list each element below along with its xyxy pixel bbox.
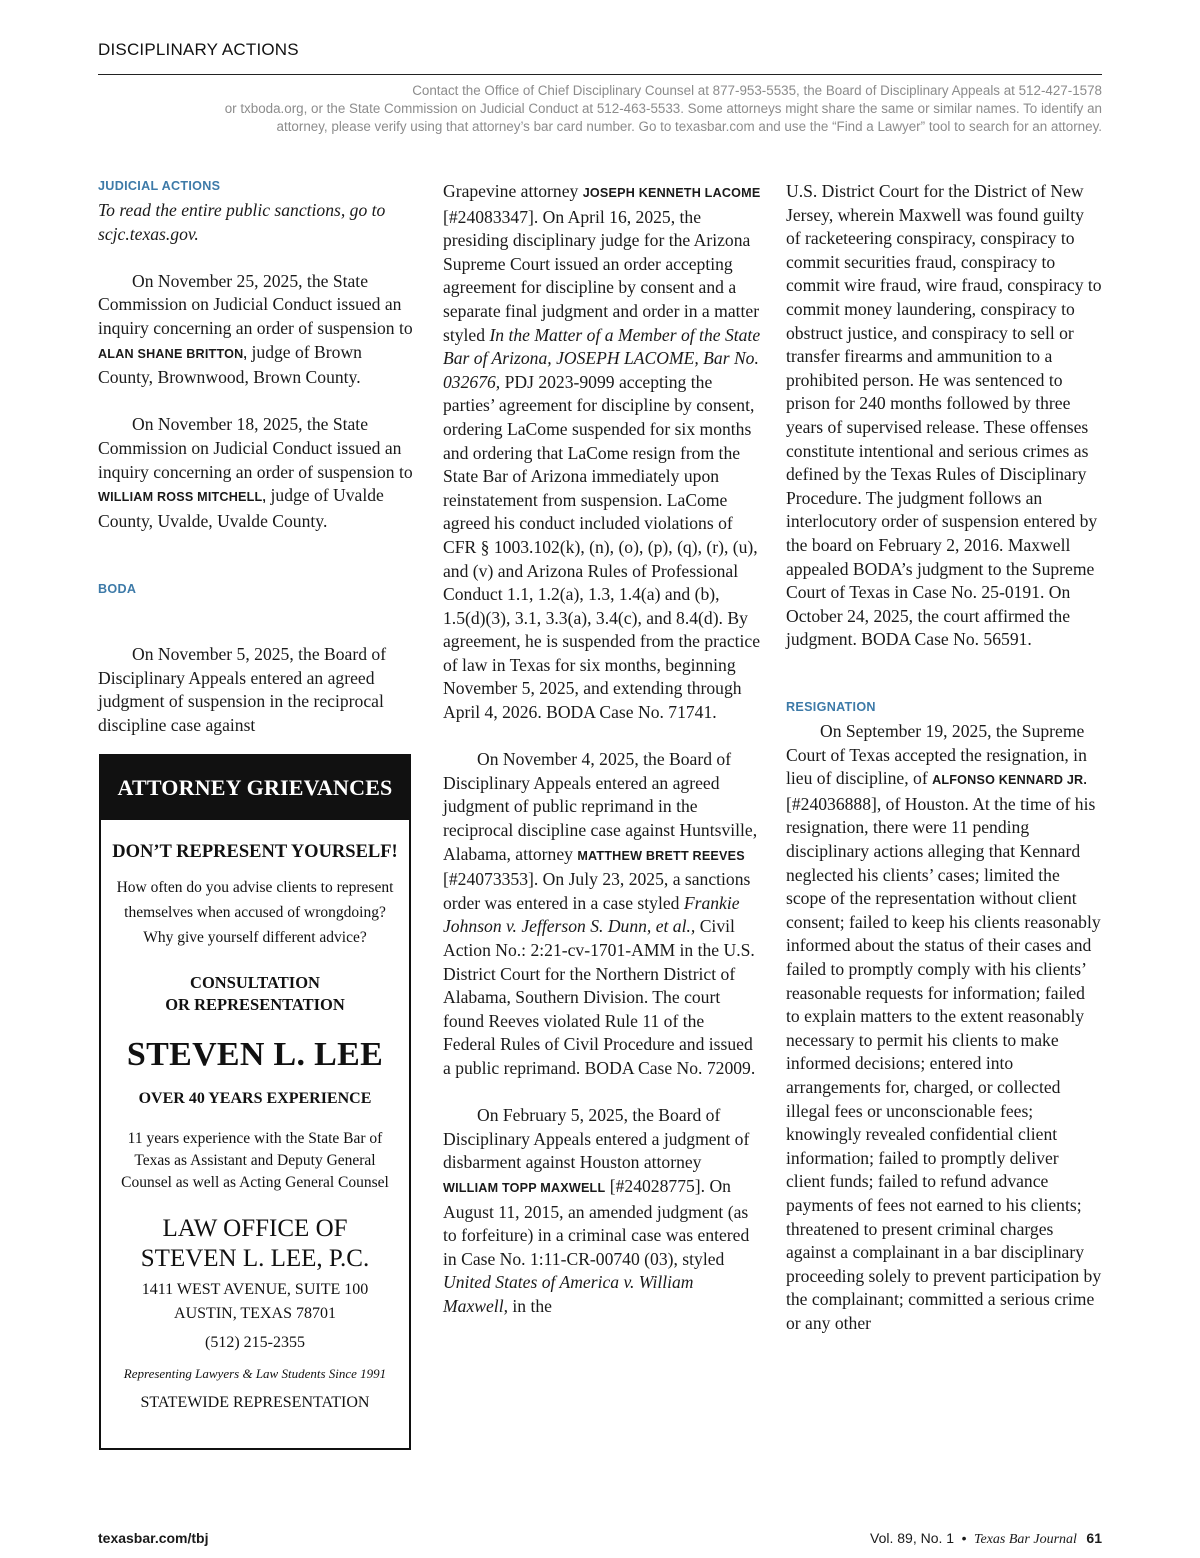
column-3 (786, 180, 1102, 1336)
footer-issue: Vol. 89, No. 1 • Texas Bar Journal 61 (870, 1530, 1102, 1547)
respondent-name: JOSEPH KENNETH LACOME (582, 186, 761, 200)
boda-entry-1: Grapevine attorney JOSEPH KENNETH LACOME [#24083347]. On April 16, 2025, the presiding disciplinary judge for the Arizona Supreme Court issued an order accepting agreement for discipline by consent and a separate final judgment and order in a matter styled In the Matter of a Member of the State Bar of Arizona, JOSEPH LACOME, Bar No. 032676, PDJ 2023-9099 accepting the parties’ agreement for discipline by consent, ordering LaCome suspended for six months and ordering that LaCome resign from the State Bar of Arizona immediately upon reinstatement from suspension. LaCome agreed his conduct included violations of CFR § 1003.102(k), (n), (o), (p), (q), (r), (u), and (v) and Arizona Rules of Professional Conduct 1.1, 1.2(a), 1.3, 1.4(a) and (b), 1.5(d)(3), 3.1, 3.3(a), 3.4(c), and 8.4(d). By agreement, he is suspended from the practice of law in Texas for six months, beginning November 5, 2025, and extending through April 4, 2026. BODA Case No. 71741. (443, 181, 761, 723)
judicial-intro: To read the entire public sanctions, go to scjc.texas.gov. (98, 200, 386, 244)
judicial-heading: JUDICIAL ACTIONS (98, 179, 221, 193)
respondent-name: ALAN SHANE BRITTON, (98, 346, 248, 361)
page-number: 61 (1086, 1530, 1102, 1546)
ad-experience: OVER 40 YEARS EXPERIENCE (138, 1090, 372, 1107)
respondent-name: MATTHEW BRETT REEVES (577, 848, 745, 863)
case-style: Frankie Johnson v. Jefferson S. Dunn, et al., (443, 892, 740, 937)
case-style: United States of America v. William Maxwell, (443, 1272, 694, 1316)
contact-notice (98, 82, 1102, 136)
ad-question: How often do you advise clients to represent themselves when accused of wrongdoing? Why give yourself different advice? (116, 879, 394, 946)
ad-firm: LAW OFFICE OF STEVEN L. LEE, P.C. (140, 1215, 370, 1272)
column-2 (443, 180, 761, 1319)
header-divider (98, 74, 1102, 75)
ad-attorney-name: STEVEN L. LEE (126, 1036, 384, 1073)
ad-coverage: STATEWIDE REPRESENTATION (140, 1394, 370, 1411)
ad-tagline: Representing Lawyers & Law Students Since 1991 (123, 1366, 387, 1381)
ad-headline: DON’T REPRESENT YOURSELF! (112, 842, 398, 862)
respondent-name: ALFONSO KENNARD JR. (932, 773, 1088, 788)
column-1 (98, 178, 413, 598)
boda-entry-2: On November 4, 2025, the Board of Disciplinary Appeals entered an agreed judgment of public reprimand in the reciprocal discipline case against Huntsville, Alabama, attorney MATTHEW BRETT REEVES [#24073353]. On July 23, 2025, a sanctions order was entered in a case styled Frankie Johnson v. Jefferson S. Dunn, et al., Civil Action No.: 2:21-cv-1701-AMM in the U.S. District Court for the Northern District of Alabama, Southern Division. The court found Reeves violated Rule 11 of the Federal Rules of Civil Procedure and issued a public reprimand. BODA Case No. 72009. (443, 749, 758, 1078)
ad-address: 1411 WEST AVENUE, SUITE 100 AUSTIN, TEXAS 78701 (141, 1281, 369, 1322)
contact-line: Contact the Office of Chief Disciplinary Counsel at 877-953-5535, the Board of Disciplinary Appeals at 512-427-1578 (412, 83, 1102, 98)
boda-entry-3: On February 5, 2025, the Board of Disciplinary Appeals entered a judgment of disbarment against Houston attorney WILLIAM TOPP MAXWELL [#24028775]. On August 11, 2015, an amended judgment (as to forfeiture) in a criminal case was entered in Case No. 1:11-CR-00740 (03), styled United States of America v. William Maxwell, in the (443, 1105, 750, 1316)
attorney-grievances-ad (99, 754, 411, 1450)
ad-header: ATTORNEY GRIEVANCES (101, 756, 409, 820)
resignation-entry-1: On September 19, 2025, the Supreme Court of Texas accepted the resignation, in lieu of discipline, of ALFONSO KENNARD JR. [#24036888], of Houston. At the time of his resignation, there were 11 pending disciplinary actions alleging that Kennard neglected his clients’ cases; limited the scope of the representation without client consent; failed to keep his clients reasonably informed about the status of their cases and failed to promptly comply with his clients’ reasonable requests for information; failed to explain matters to the extent reasonably necessary to permit his clients to make informed decisions; entered into arrangements for, charged, or collected illegal fees or unconscionable fees; knowingly revealed confidential client information; failed to promptly deliver client funds; failed to refund advance payments of fees not earned to his clients; threatened to present criminal charges against a complainant in a bar disciplinary proceeding solely to prevent participation by the complainant; committed a serious crime or any other (786, 721, 1102, 1333)
boda-entry-3-continued: U.S. District Court for the District of New Jersey, wherein Maxwell was found guilty of racketeering conspiracy, conspiracy to commit securities fraud, conspiracy to commit wire fraud, wire fraud, conspiracy to commit money laundering, conspiracy to obstruct justice, and conspiracy to sell or transfer firearms and ammunition to a prohibited person. He was sentenced to prison for 240 months followed by three years of supervised release. These offenses constitute intentional and serious crimes as defined by the Texas Rules of Disciplinary Procedure. The judgment follows an interlocutory order of suspension entered by the board on February 2, 2016. Maxwell appealed BODA’s judgment to the Supreme Court of Texas in Case No. 25-0191. On October 24, 2025, the court affirmed the judgment. BODA Case No. 56591. (786, 181, 1102, 650)
section-title: DISCIPLINARY ACTIONS (98, 40, 299, 59)
resignation-heading: RESIGNATION (786, 700, 876, 715)
ad-phone: (512) 215-2355 (205, 1334, 305, 1351)
judicial-entry-2: On November 18, 2025, the State Commission on Judicial Conduct issued an inquiry concerning an order of suspension to WILLIAM ROSS MITCHELL, judge of Uvalde County, Uvalde, Uvalde County. (98, 414, 413, 531)
contact-line: attorney, please verify using that attorney’s bar card number. Go to texasbar.com and use the “Find a Lawyer” tool to search for an attorney. (276, 119, 1102, 134)
boda-heading: BODA (98, 581, 137, 596)
ad-bio: 11 years experience with the State Bar of Texas as Assistant and Deputy General Counsel as well as Acting General Counsel (121, 1130, 389, 1191)
respondent-name: WILLIAM ROSS MITCHELL, (98, 490, 267, 505)
case-style: In the Matter of a Member of the State Bar of Arizona, JOSEPH LACOME, Bar No. 032676, (443, 324, 761, 392)
footer-url: texasbar.com/tbj (98, 1530, 209, 1546)
ad-services: CONSULTATION OR REPRESENTATION (165, 973, 345, 1014)
contact-line: or txboda.org, or the State Commission on Judicial Conduct at 512-463-5533. Some attorneys might share the same or similar names. To identify an (224, 101, 1102, 116)
boda-entry-1-start: On November 5, 2025, the Board of Disciplinary Appeals entered an agreed judgment of suspension in the reciprocal discipline case against (98, 644, 387, 735)
judicial-entry-1: On November 25, 2025, the State Commission on Judicial Conduct issued an inquiry concerning an order of suspension to ALAN SHANE BRITTON, judge of Brown County, Brownwood, Brown County. (98, 270, 413, 388)
respondent-name: WILLIAM TOPP MAXWELL (443, 1180, 606, 1195)
